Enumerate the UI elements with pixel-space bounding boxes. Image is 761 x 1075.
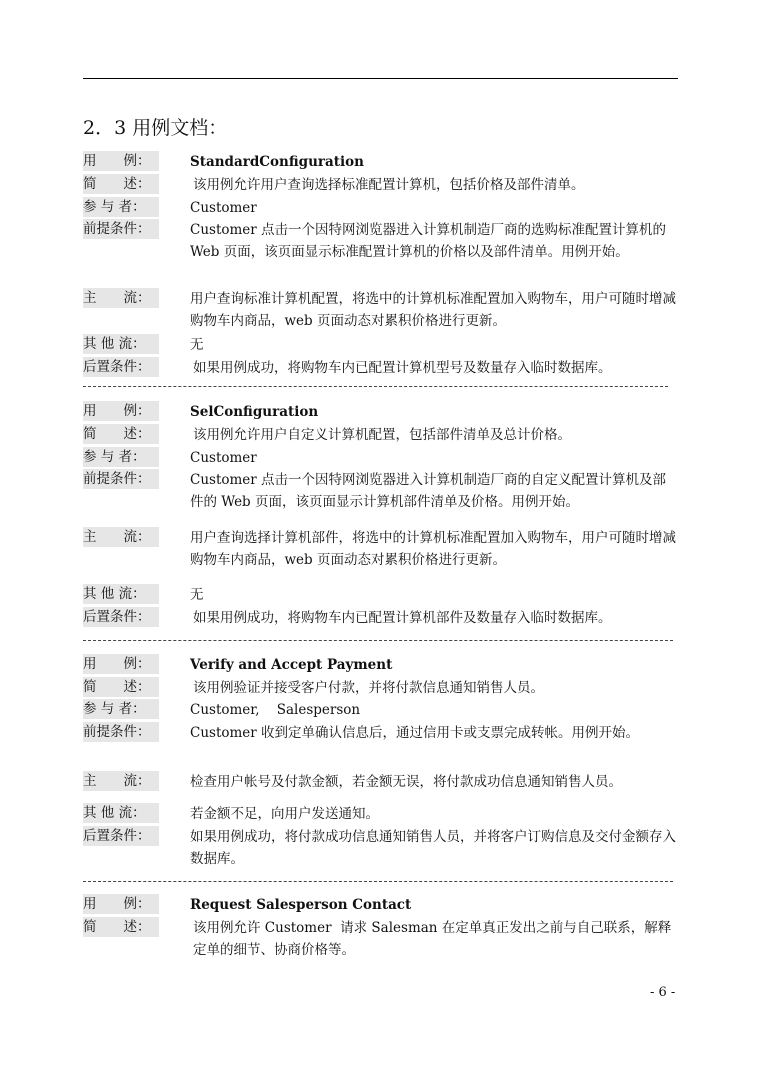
usecase-name: StandardConfiguration <box>190 154 364 170</box>
label-main-flow: 主 流： <box>83 771 159 791</box>
brief-text: 该用例允许用户自定义计算机配置，包括部件清单及总计价格。 <box>193 427 571 443</box>
usecase-name: SelConfiguration <box>190 404 319 420</box>
label-precondition: 前提条件： <box>83 722 159 742</box>
header-rule <box>83 78 678 79</box>
label-actor: 参 与 者： <box>83 699 159 719</box>
label-brief: 简 述： <box>83 424 159 444</box>
label-main-flow: 主 流： <box>83 288 159 308</box>
brief-text: 该用例验证并接受客户付款，并将付款信息通知销售人员。 <box>193 680 544 696</box>
label-usecase: 用 例： <box>83 654 159 674</box>
precondition-text: Customer 收到定单确认信息后，通过信用卡或支票完成转帐。用例开始。 <box>190 725 640 741</box>
actor-text: Customer <box>190 450 257 466</box>
label-usecase: 用 例： <box>83 401 159 421</box>
block-separator <box>83 881 673 882</box>
brief-text: 该用例允许 Customer 请求 Salesman 在定单真正发出之前与自己联系，解释定单的细节、协商价格等。 <box>193 920 672 958</box>
label-other-flow: 其 他 流： <box>83 334 159 354</box>
label-usecase: 用 例： <box>83 894 159 914</box>
section-heading: 2．3 用例文档： <box>83 117 228 139</box>
postcondition-text: 如果用例成功，将购物车内已配置计算机型号及数量存入临时数据库。 <box>193 360 612 376</box>
label-brief: 简 述： <box>83 677 159 697</box>
label-postcondition: 后置条件： <box>83 607 159 627</box>
label-brief: 简 述： <box>83 917 159 937</box>
other-flow-text: 无 <box>190 337 204 353</box>
label-postcondition: 后置条件： <box>83 357 159 377</box>
postcondition-text: 如果用例成功，将付款成功信息通知销售人员，并将客户订购信息及交付金额存入数据库。 <box>190 829 676 867</box>
label-precondition: 前提条件： <box>83 469 159 489</box>
main-flow-text: 用户查询选择计算机部件，将选中的计算机标准配置加入购物车，用户可随时增减购物车内商品，web 页面动态对累积价格进行更新。 <box>190 530 676 568</box>
label-brief: 简 述： <box>83 174 159 194</box>
other-flow-text: 若金额不足，向用户发送通知。 <box>190 806 379 822</box>
block-separator <box>83 640 673 641</box>
actor-text: Customer, Salesperson <box>190 702 361 718</box>
page-number: - 6 - <box>650 985 676 1000</box>
main-flow-text: 用户查询标准计算机配置，将选中的计算机标准配置加入购物车，用户可随时增减购物车内商品，web 页面动态对累积价格进行更新。 <box>190 291 676 329</box>
label-usecase: 用 例： <box>83 151 159 171</box>
label-actor: 参 与 者： <box>83 197 159 217</box>
other-flow-text: 无 <box>190 587 204 603</box>
label-main-flow: 主 流： <box>83 527 159 547</box>
usecase-name: Request Salesperson Contact <box>190 897 412 913</box>
main-flow-text: 检查用户帐号及付款金额，若金额无误，将付款成功信息通知销售人员。 <box>190 774 622 790</box>
brief-text: 该用例允许用户查询选择标准配置计算机，包括价格及部件清单。 <box>193 177 585 193</box>
actor-text: Customer <box>190 200 257 216</box>
precondition-text: Customer 点击一个因特网浏览器进入计算机制造厂商的选购标准配置计算机的 Web 页面，该页面显示标准配置计算机的价格以及部件清单。用例开始。 <box>190 222 671 260</box>
label-other-flow: 其 他 流： <box>83 803 159 823</box>
postcondition-text: 如果用例成功，将购物车内已配置计算机部件及数量存入临时数据库。 <box>193 610 612 626</box>
label-other-flow: 其 他 流： <box>83 584 159 604</box>
label-precondition: 前提条件： <box>83 219 159 239</box>
label-postcondition: 后置条件： <box>83 826 159 846</box>
precondition-text: Customer 点击一个因特网浏览器进入计算机制造厂商的自定义配置计算机及部件的 Web 页面，该页面显示计算机部件清单及价格。用例开始。 <box>190 472 667 510</box>
block-separator <box>83 386 668 387</box>
label-actor: 参 与 者： <box>83 447 159 467</box>
usecase-name: Verify and Accept Payment <box>190 657 393 673</box>
